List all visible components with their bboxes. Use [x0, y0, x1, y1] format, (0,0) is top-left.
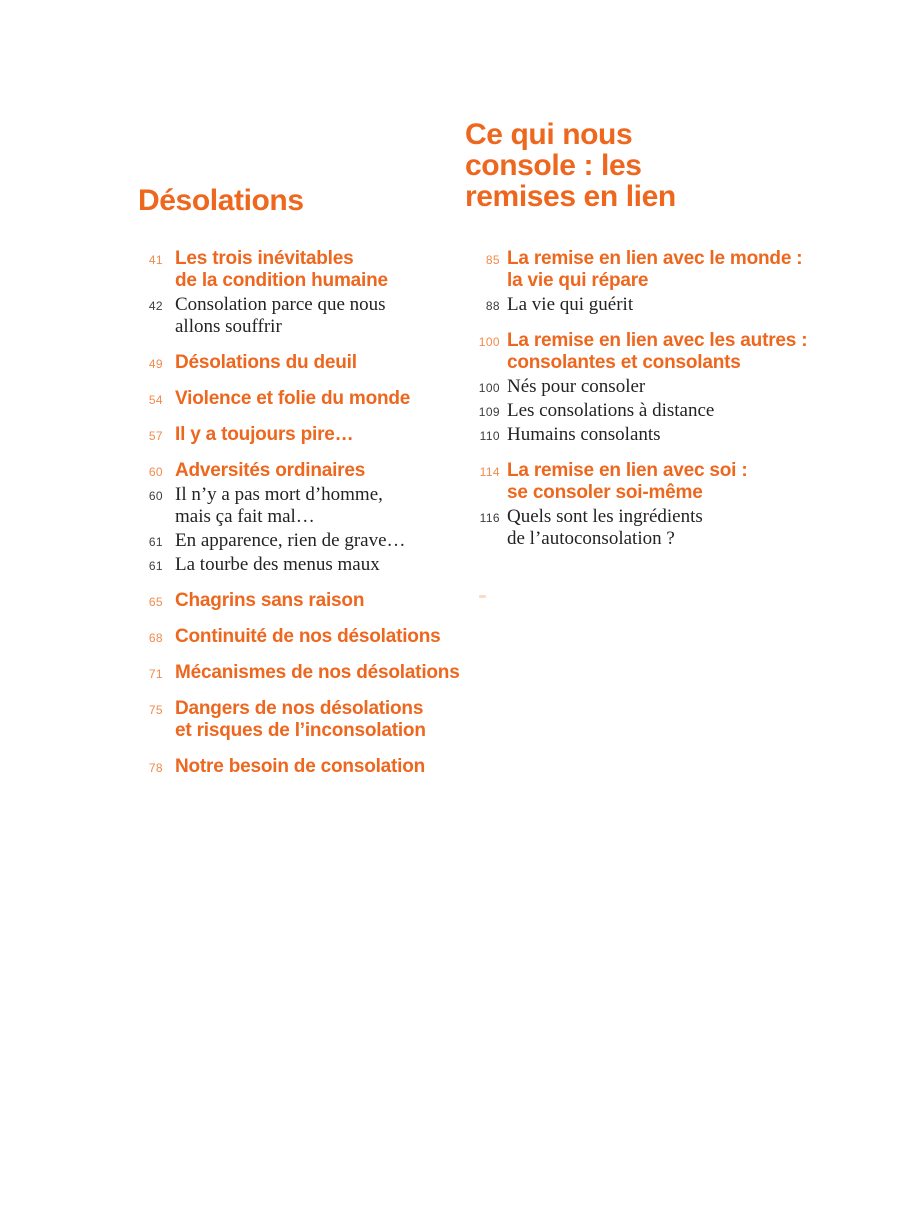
page-number: 65: [148, 595, 163, 609]
toc-group: [138, 460, 460, 576]
entry-title: [175, 756, 425, 778]
entry-title: [175, 530, 406, 552]
page-number: 71: [148, 667, 163, 681]
toc-entry-section: [138, 590, 460, 612]
entry-title: [507, 294, 633, 316]
entry-title-line: et risques de l’inconsolation: [175, 720, 426, 741]
entry-title-line: Mécanismes de nos désolations: [175, 662, 460, 683]
column-heading-line: console : les: [465, 149, 642, 182]
entry-title-line: Dangers de nos désolations: [175, 698, 424, 719]
page-number: 116: [479, 511, 500, 525]
entry-title-line: Consolation parce que nous: [175, 294, 386, 315]
entry-title-line: Nés pour consoler: [507, 376, 646, 397]
entry-title-line: Il n’y a pas mort d’homme,: [175, 484, 383, 505]
page-number: 68: [148, 631, 163, 645]
entry-title-line: La vie qui guérit: [507, 294, 634, 315]
toc-entry-section: [138, 756, 460, 778]
entry-title-line: la vie qui répare: [507, 270, 649, 291]
toc-group: [138, 698, 460, 742]
page-number: 85: [485, 253, 500, 267]
entry-title-line: Chagrins sans raison: [175, 590, 365, 611]
toc-column-desolations: [138, 185, 460, 778]
toc-group: [138, 248, 460, 338]
entry-title: [507, 424, 661, 446]
entry-title: [507, 460, 747, 504]
toc-group: [138, 626, 460, 648]
toc-entry-item: [465, 376, 807, 398]
page-number: 114: [479, 465, 500, 479]
toc-entry-item: [465, 506, 807, 550]
entry-title: [175, 388, 410, 410]
entry-title-line: La remise en lien avec le monde :: [507, 248, 803, 269]
toc-entry-item: [138, 530, 460, 552]
toc-group: [465, 330, 807, 446]
entry-title-line: Continuité de nos désolations: [175, 626, 441, 647]
page-number: 78: [148, 761, 163, 775]
entry-title-line: Violence et folie du monde: [175, 388, 411, 409]
page-number: 42: [148, 299, 163, 313]
toc-entry-item: [465, 400, 807, 422]
toc-entry-section: [138, 424, 460, 446]
toc-entry-section: [465, 460, 807, 504]
entry-title: [175, 626, 441, 648]
entry-title: [175, 484, 383, 528]
entry-title: [175, 698, 426, 742]
entry-title: [507, 248, 802, 292]
stray-print-mark: [479, 595, 486, 598]
toc-entry-section: [465, 330, 807, 374]
page-number: 60: [148, 489, 163, 503]
page-number: 60: [148, 465, 163, 479]
toc-entry-item: [138, 484, 460, 528]
entry-title-line: En apparence, rien de grave…: [175, 530, 406, 551]
toc-entry-section: [465, 248, 807, 292]
toc-entries: [465, 248, 807, 550]
entry-title-line: Les consolations à distance: [507, 400, 715, 421]
entry-title-line: La tourbe des menus maux: [175, 554, 380, 575]
entry-title-line: La remise en lien avec soi :: [507, 460, 748, 481]
entry-title: [175, 352, 357, 374]
entry-title-line: mais ça fait mal…: [175, 506, 315, 527]
page-number: 110: [479, 429, 500, 443]
entry-title-line: se consoler soi-même: [507, 482, 703, 503]
page-number: 75: [148, 703, 163, 717]
toc-entry-section: [138, 626, 460, 648]
entry-title: [175, 460, 365, 482]
entry-title-line: La remise en lien avec les autres :: [507, 330, 808, 351]
entry-title-line: Humains consolants: [507, 424, 661, 445]
toc-group: [138, 662, 460, 684]
entry-title-line: de la condition humaine: [175, 270, 388, 291]
entry-title-line: Adversités ordinaires: [175, 460, 366, 481]
page-number: 57: [148, 429, 163, 443]
page-number: 100: [478, 381, 500, 395]
page-number: 54: [148, 393, 163, 407]
toc-entry-item: [138, 554, 460, 576]
page-number: 49: [148, 357, 163, 371]
toc-entry-section: [138, 460, 460, 482]
column-heading: [465, 119, 807, 212]
entry-title-line: consolantes et consolants: [507, 352, 741, 373]
toc-entries: [138, 248, 460, 778]
column-heading-line: Ce qui nous: [465, 118, 633, 151]
entry-title-line: Notre besoin de consolation: [175, 756, 426, 777]
entry-title: [175, 554, 380, 576]
entry-title: [175, 294, 386, 338]
entry-title: [175, 248, 388, 292]
column-heading-line: Désolations: [138, 184, 304, 217]
page-number: 61: [148, 535, 163, 549]
entry-title-line: Quels sont les ingrédients: [507, 506, 703, 527]
toc-column-ce-qui-nous-console: [465, 119, 807, 550]
entry-title-line: allons souffrir: [175, 316, 282, 337]
toc-entry-section: [138, 248, 460, 292]
entry-title: [507, 376, 645, 398]
entry-title-line: Désolations du deuil: [175, 352, 357, 373]
toc-entry-section: [138, 352, 460, 374]
page-number: 61: [148, 559, 163, 573]
toc-group: [465, 460, 807, 550]
toc-group: [138, 756, 460, 778]
entry-title: [507, 506, 703, 550]
toc-group: [138, 388, 460, 410]
toc-entry-item: [465, 294, 807, 316]
entry-title-line: Il y a toujours pire…: [175, 424, 354, 445]
toc-group: [138, 424, 460, 446]
entry-title-line: de l’autoconsolation ?: [507, 528, 675, 549]
toc-group: [138, 590, 460, 612]
entry-title: [175, 424, 353, 446]
page-number: 100: [478, 335, 500, 349]
entry-title: [175, 590, 364, 612]
toc-entry-section: [138, 388, 460, 410]
toc-entry-item: [138, 294, 460, 338]
page-number: 109: [478, 405, 500, 419]
toc-entry-section: [138, 662, 460, 684]
toc-entry-section: [138, 698, 460, 742]
column-heading-line: remises en lien: [465, 180, 676, 213]
page-number: 41: [148, 253, 163, 267]
entry-title: [507, 330, 807, 374]
entry-title-line: Les trois inévitables: [175, 248, 354, 269]
toc-entry-item: [465, 424, 807, 446]
entry-title: [507, 400, 714, 422]
toc-group: [138, 352, 460, 374]
page-number: 88: [485, 299, 500, 313]
toc-group: [465, 248, 807, 316]
entry-title: [175, 662, 460, 684]
column-heading: [138, 185, 460, 216]
